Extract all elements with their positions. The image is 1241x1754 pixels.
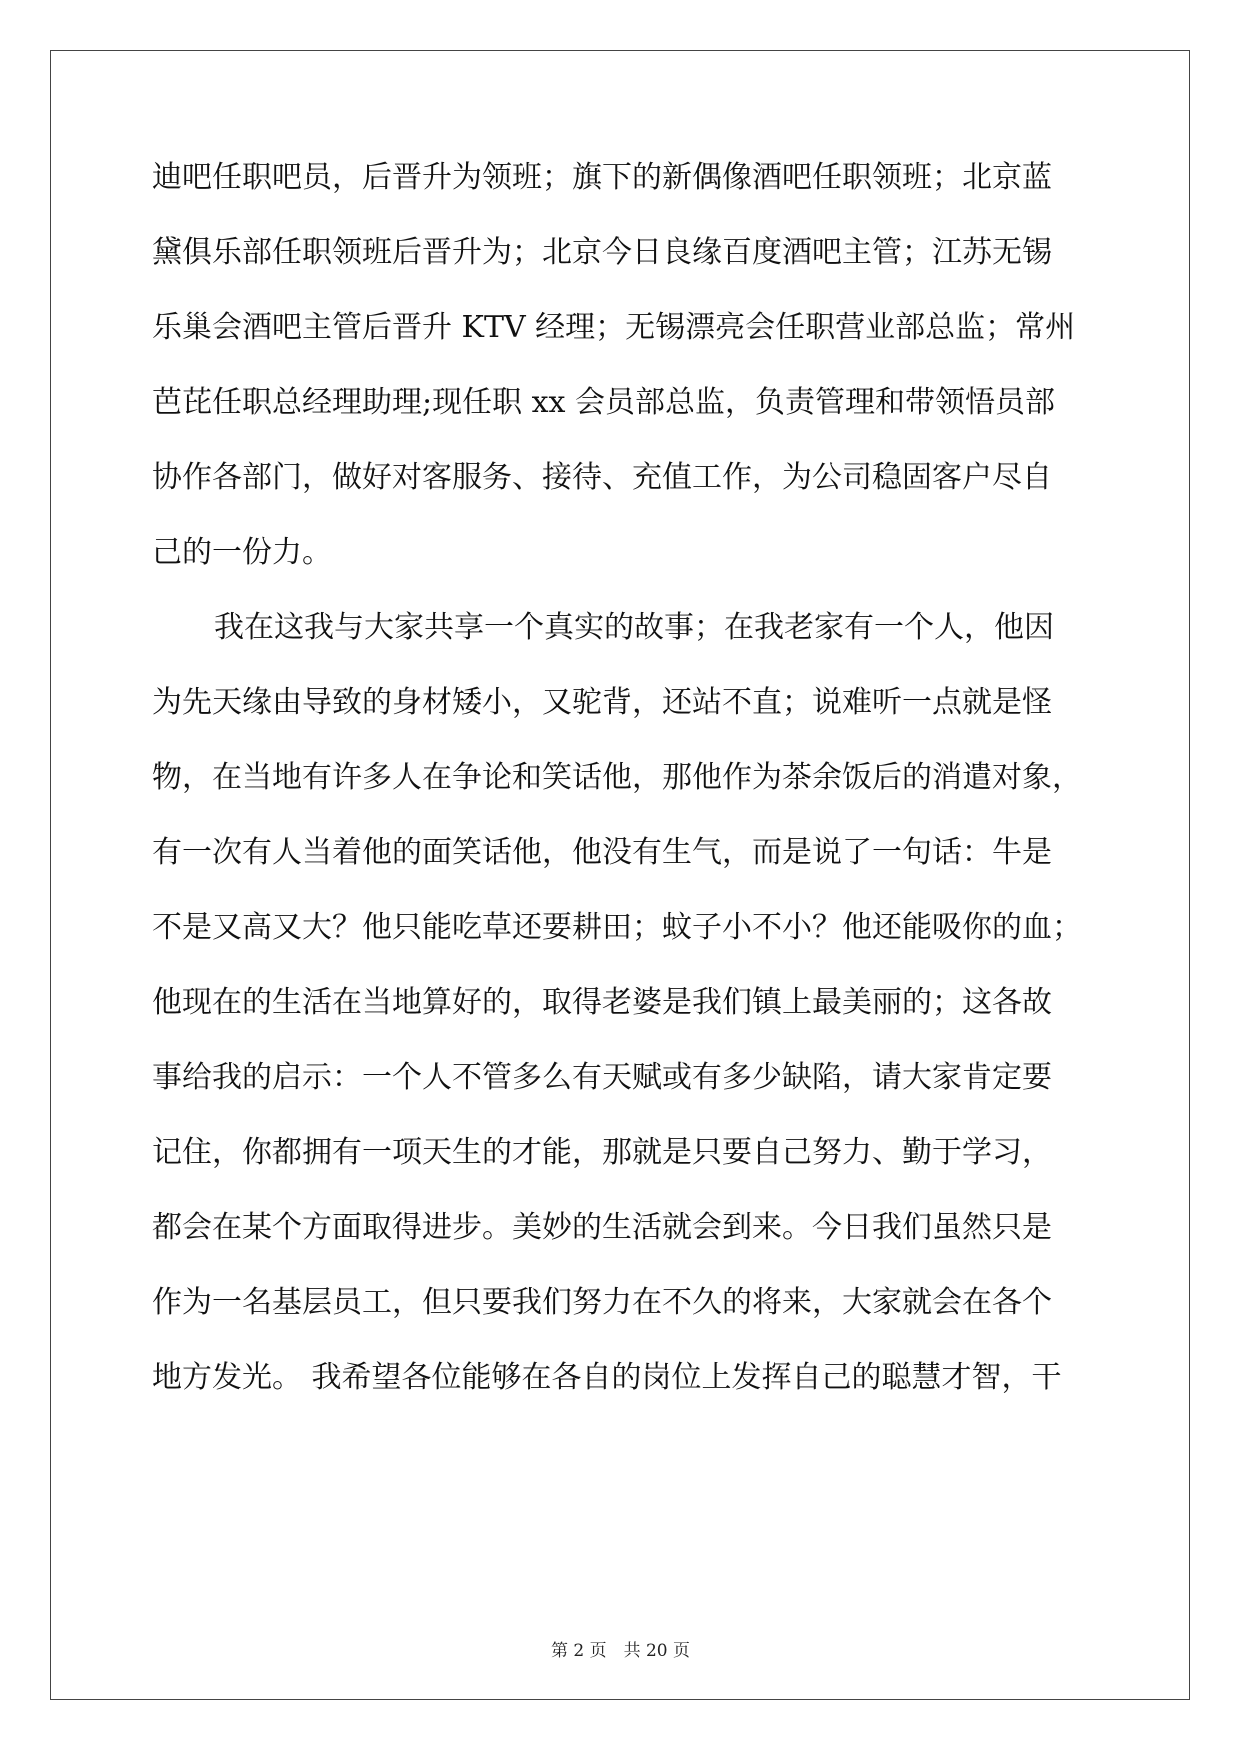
text-line: 记住，你都拥有一项天生的才能，那就是只要自己努力、勤于学习， bbox=[152, 1135, 1052, 1170]
page-border bbox=[50, 50, 1190, 1700]
text-line: 有一次有人当着他的面笑话他，他没有生气，而是说了一句话：牛是 bbox=[152, 835, 1052, 870]
text-line: 黛俱乐部任职领班后晋升为；北京今日良缘百度酒吧主管；江苏无锡 bbox=[152, 235, 1052, 270]
text-line: 事给我的启示：一个人不管多么有天赋或有多少缺陷，请大家肯定要 bbox=[152, 1060, 1052, 1095]
text-line: 不是又高又大？他只能吃草还要耕田；蚊子小不小？他还能吸你的血； bbox=[152, 910, 1082, 945]
text-line: 芭芘任职总经理助理;现任职 xx 会员部总监，负责管理和带领悟员部 bbox=[152, 385, 1056, 420]
text-line: 己的一份力。 bbox=[152, 535, 332, 570]
text-line-paragraph-start: 我在这我与大家共享一个真实的故事；在我老家有一个人，他因 bbox=[214, 610, 1054, 645]
text-line: 都会在某个方面取得进步。美妙的生活就会到来。今日我们虽然只是 bbox=[152, 1210, 1052, 1245]
text-line: 迪吧任职吧员，后晋升为领班；旗下的新偶像酒吧任职领班；北京蓝 bbox=[152, 160, 1052, 195]
text-line: 作为一名基层员工，但只要我们努力在不久的将来，大家就会在各个 bbox=[152, 1285, 1052, 1320]
text-line: 物，在当地有许多人在争论和笑话他，那他作为茶余饭后的消遣对象， bbox=[152, 760, 1082, 795]
text-line: 为先天缘由导致的身材矮小，又驼背，还站不直；说难听一点就是怪 bbox=[152, 685, 1052, 720]
text-line: 乐巢会酒吧主管后晋升 KTV 经理；无锡漂亮会任职营业部总监；常州 bbox=[152, 310, 1076, 345]
text-line: 协作各部门，做好对客服务、接待、充值工作，为公司稳固客户尽自 bbox=[152, 460, 1052, 495]
page-number-footer: 第 2 页 共 20 页 bbox=[550, 1641, 691, 1661]
text-line: 他现在的生活在当地算好的，取得老婆是我们镇上最美丽的；这各故 bbox=[152, 985, 1052, 1020]
text-line: 地方发光。 我希望各位能够在各自的岗位上发挥自己的聪慧才智，干 bbox=[152, 1360, 1062, 1395]
